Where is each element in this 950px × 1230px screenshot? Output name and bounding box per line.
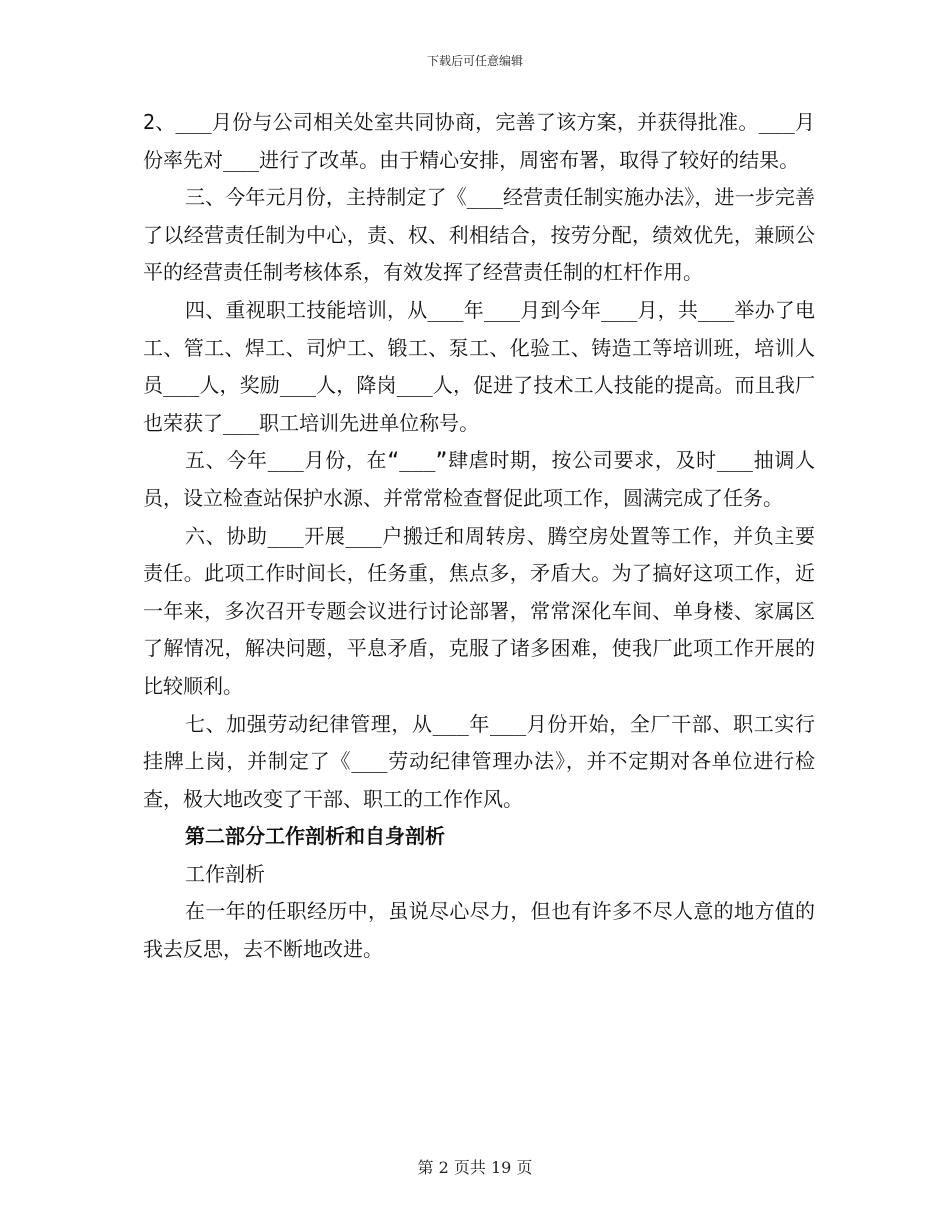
page-header: 下载后可任意编辑	[426, 54, 523, 68]
document-body	[143, 104, 815, 969]
section-heading: 第二部分工作剖析和自身剖析	[185, 824, 445, 849]
paragraph-item-3: 三、今年元月份，主持制定了《___经营责任制实施办法》，进一步完善了以经营责任制为中心，责、权、利相结合，按劳分配，绩效优先，兼顾公平的经营责任制考核体系，有效发挥了经营责任制的杠杆作用。	[143, 185, 815, 285]
closing-paragraph: 在一年的任职经历中，虽说尽心尽力，但也有许多不尽人意的地方值的我去反思，去不断地改进。	[143, 899, 815, 962]
paragraph-item-2: 2、___月份与公司相关处室共同协商，完善了该方案，并获得批准。___月份率先对___进行了改革。由于精心安排，周密布署，取得了较好的结果。	[143, 110, 815, 172]
paragraph-item-7: 七、加强劳动纪律管理，从___年___月份开始，全厂干部、职工实行挂牌上岗，并制定了《___劳动纪律管理办法》，并不定期对各单位进行检查，极大地改变了干部、职工的工作作风。	[143, 711, 815, 811]
paragraph-item-4: 四、重视职工技能培训，从___年___月到今年___月，共___举办了电工、管工、焊工、司炉工、锻工、泵工、化验工、铸造工等培训班，培训人员___人，奖励___人，降岗___人，促进了技术工人技能的提高。而且我厂也荣获了___职工培训先进单位称号。	[143, 297, 815, 435]
paragraph-item-6: 六、协助___开展___户搬迁和周转房、腾空房处置等工作，并负主要责任。此项工作时间长，任务重，焦点多，矛盾大。为了搞好这项工作，近一年来，多次召开专题会议进行讨论部署，常常深化车间、单身楼、家属区了解情况，解决问题，平息矛盾，克服了诸多困难，使我厂此项工作开展的比较顺利。	[143, 523, 815, 698]
subheading: 工作剖析	[185, 861, 265, 886]
paragraph-item-5: 五、今年___月份，在“___”肆虐时期，按公司要求，及时___抽调人员，设立检查站保护水源、并常常检查督促此项工作，圆满完成了任务。	[143, 448, 815, 510]
page-footer: 第 2 页共 19 页	[417, 1158, 533, 1177]
